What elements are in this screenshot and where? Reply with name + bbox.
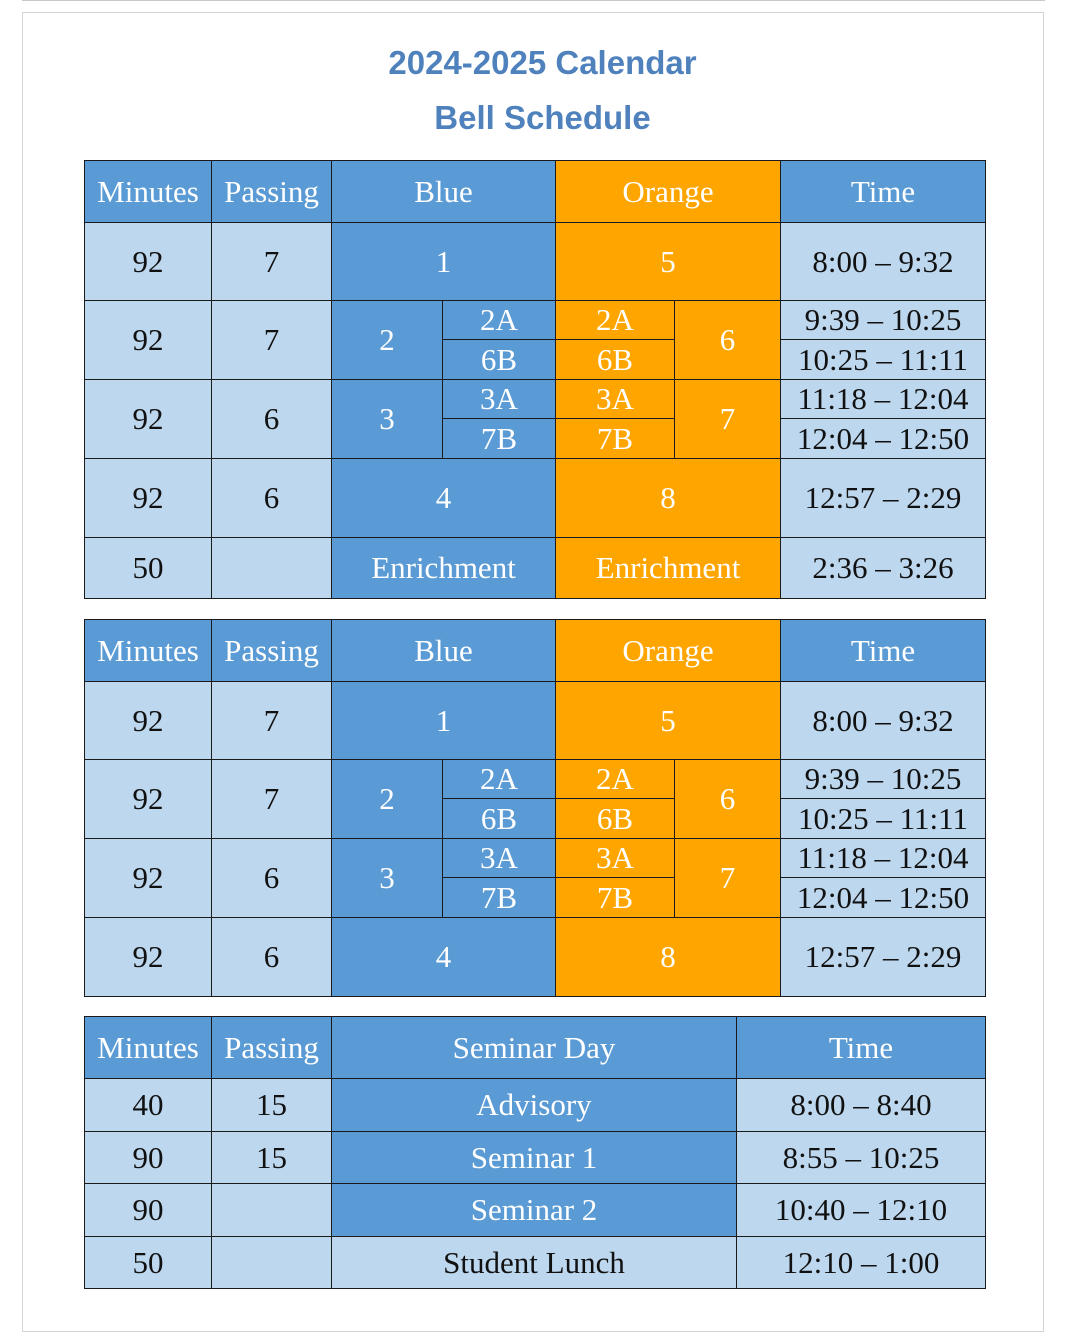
orange-split-a-cell: 2A — [556, 760, 675, 799]
time-cell: 9:39 – 10:25 — [781, 301, 986, 340]
minutes-cell: 92 — [85, 223, 212, 301]
time-cell: 10:25 – 11:11 — [781, 340, 986, 380]
passing-cell: 7 — [212, 682, 332, 760]
header-time: Time — [781, 620, 986, 682]
blue-split-b-cell: 7B — [443, 419, 556, 459]
minutes-cell: 90 — [85, 1132, 212, 1184]
passing-cell: 15 — [212, 1132, 332, 1184]
blue-period-cell: 1 — [332, 223, 556, 301]
blue-split-a-cell: 2A — [443, 760, 556, 799]
minutes-cell: 92 — [85, 760, 212, 839]
page-title: 2024-2025 Calendar — [388, 44, 697, 81]
time-cell: 12:57 – 2:29 — [781, 918, 986, 997]
time-cell: 12:10 – 1:00 — [737, 1237, 986, 1289]
blue-period-cell: Enrichment — [332, 538, 556, 599]
page-subtitle: Bell Schedule — [434, 99, 651, 136]
header-orange: Orange — [556, 620, 781, 682]
blue-split-a-cell: 3A — [443, 380, 556, 419]
orange-period-cell: 6 — [675, 760, 781, 839]
header-blue: Blue — [332, 620, 556, 682]
blue-period-cell: 3 — [332, 380, 443, 459]
orange-period-cell: 8 — [556, 918, 781, 997]
orange-period-cell: 7 — [675, 380, 781, 459]
blue-split-b-cell: 7B — [443, 878, 556, 918]
minutes-cell: 90 — [85, 1184, 212, 1237]
passing-cell: 15 — [212, 1079, 332, 1132]
time-cell: 10:40 – 12:10 — [737, 1184, 986, 1237]
header-minutes: Minutes — [85, 1017, 212, 1079]
header-seminar-day: Seminar Day — [332, 1017, 737, 1079]
blue-split-b-cell: 6B — [443, 340, 556, 380]
passing-cell: 6 — [212, 380, 332, 459]
header-time: Time — [781, 161, 986, 223]
orange-period-cell: 7 — [675, 839, 781, 918]
passing-cell — [212, 538, 332, 599]
blue-split-b-cell: 6B — [443, 799, 556, 839]
header-passing: Passing — [212, 620, 332, 682]
header-time: Time — [737, 1017, 986, 1079]
minutes-cell: 50 — [85, 1237, 212, 1289]
time-cell: 12:04 – 12:50 — [781, 878, 986, 918]
time-cell: 2:36 – 3:26 — [781, 538, 986, 599]
minutes-cell: 92 — [85, 839, 212, 918]
minutes-cell: 92 — [85, 918, 212, 997]
time-cell: 10:25 – 11:11 — [781, 799, 986, 839]
bell-schedule-table-2 — [84, 619, 986, 997]
header-passing: Passing — [212, 161, 332, 223]
orange-period-cell: 5 — [556, 223, 781, 301]
time-cell: 8:00 – 9:32 — [781, 223, 986, 301]
passing-cell — [212, 1237, 332, 1289]
time-cell: 8:00 – 8:40 — [737, 1079, 986, 1132]
minutes-cell: 40 — [85, 1079, 212, 1132]
orange-split-b-cell: 6B — [556, 799, 675, 839]
orange-split-b-cell: 6B — [556, 340, 675, 380]
blue-period-cell: 4 — [332, 459, 556, 538]
time-cell: 12:04 – 12:50 — [781, 419, 986, 459]
time-cell: 8:00 – 9:32 — [781, 682, 986, 760]
orange-period-cell: 8 — [556, 459, 781, 538]
minutes-cell: 92 — [85, 301, 212, 380]
header-passing: Passing — [212, 1017, 332, 1079]
passing-cell: 7 — [212, 223, 332, 301]
seminar-activity-cell: Seminar 2 — [332, 1184, 737, 1237]
orange-period-cell: 6 — [675, 301, 781, 380]
bell-schedule-table-1 — [84, 160, 986, 599]
passing-cell: 6 — [212, 918, 332, 997]
orange-split-a-cell: 3A — [556, 839, 675, 878]
orange-period-cell: 5 — [556, 682, 781, 760]
blue-period-cell: 1 — [332, 682, 556, 760]
orange-split-b-cell: 7B — [556, 419, 675, 459]
top-divider — [22, 0, 1045, 1]
passing-cell: 6 — [212, 839, 332, 918]
blue-split-a-cell: 2A — [443, 301, 556, 340]
seminar-activity-cell: Seminar 1 — [332, 1132, 737, 1184]
time-cell: 12:57 – 2:29 — [781, 459, 986, 538]
passing-cell: 6 — [212, 459, 332, 538]
passing-cell: 7 — [212, 301, 332, 380]
header-orange: Orange — [556, 161, 781, 223]
time-cell: 11:18 – 12:04 — [781, 839, 986, 878]
orange-split-b-cell: 7B — [556, 878, 675, 918]
header-minutes: Minutes — [85, 620, 212, 682]
seminar-activity-cell: Student Lunch — [332, 1237, 737, 1289]
minutes-cell: 92 — [85, 380, 212, 459]
blue-split-a-cell: 3A — [443, 839, 556, 878]
seminar-day-table — [84, 1016, 986, 1289]
blue-period-cell: 2 — [332, 760, 443, 839]
time-cell: 8:55 – 10:25 — [737, 1132, 986, 1184]
passing-cell: 7 — [212, 760, 332, 839]
orange-period-cell: Enrichment — [556, 538, 781, 599]
blue-period-cell: 4 — [332, 918, 556, 997]
blue-period-cell: 3 — [332, 839, 443, 918]
minutes-cell: 50 — [85, 538, 212, 599]
header-minutes: Minutes — [85, 161, 212, 223]
passing-cell — [212, 1184, 332, 1237]
minutes-cell: 92 — [85, 459, 212, 538]
seminar-activity-cell: Advisory — [332, 1079, 737, 1132]
time-cell: 11:18 – 12:04 — [781, 380, 986, 419]
orange-split-a-cell: 3A — [556, 380, 675, 419]
minutes-cell: 92 — [85, 682, 212, 760]
blue-period-cell: 2 — [332, 301, 443, 380]
time-cell: 9:39 – 10:25 — [781, 760, 986, 799]
header-blue: Blue — [332, 161, 556, 223]
orange-split-a-cell: 2A — [556, 301, 675, 340]
